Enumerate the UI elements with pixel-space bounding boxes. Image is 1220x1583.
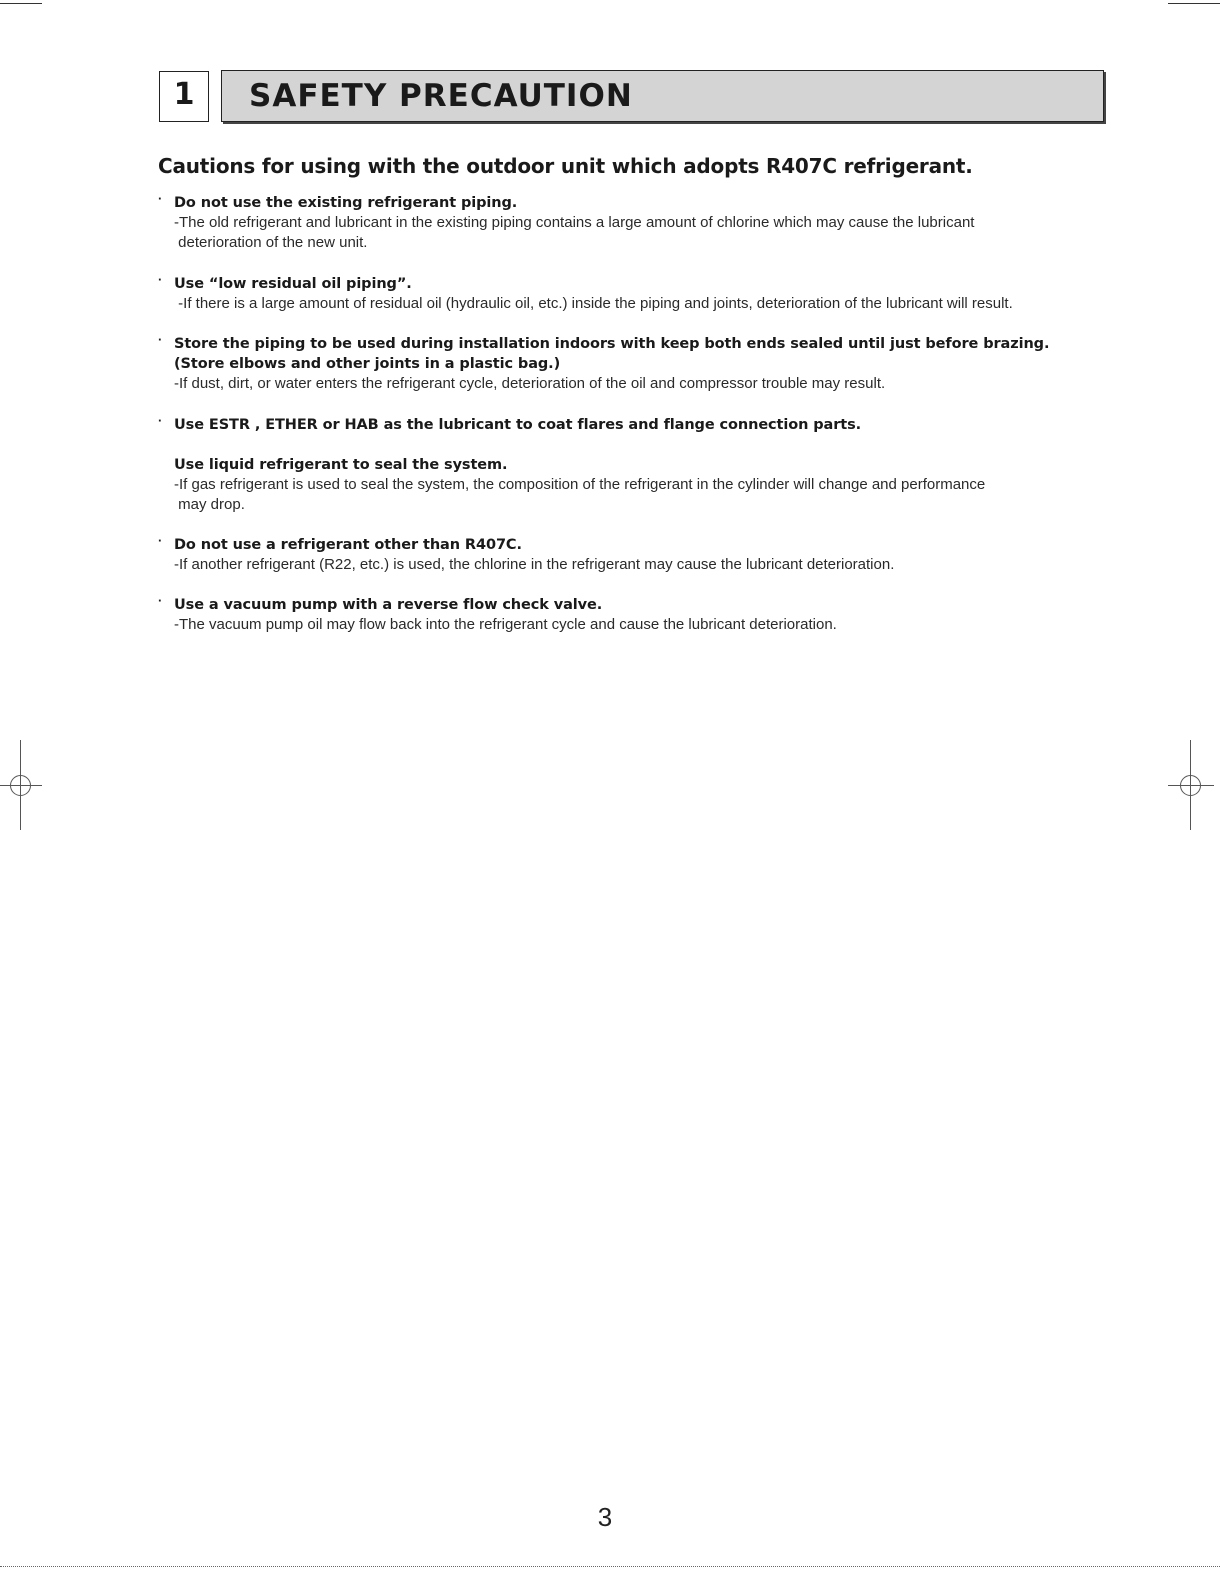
caution-heading: Use “low residual oil piping”. [174, 276, 412, 292]
caution-heading: Do not use the existing refrigerant piping. [174, 195, 518, 211]
caution-detail: may drop. [174, 496, 245, 513]
bullet-marker: · [158, 413, 163, 428]
caution-detail: -If there is a large amount of residual oil (hydraulic oil, etc.) inside the piping and joints, deterioration of the lubricant will result. [174, 295, 1013, 312]
caution-detail: -If another refrigerant (R22, etc.) is used, the chlorine in the refrigerant may cause the lubricant deterioration. [174, 556, 895, 573]
bullet-marker: · [158, 332, 163, 347]
section-title: SAFETY PRECAUTION [221, 70, 1104, 122]
caution-detail: -If gas refrigerant is used to seal the system, the composition of the refrigerant in the cylinder will change and performance [174, 476, 986, 493]
page-subtitle: Cautions for using with the outdoor unit which adopts R407C refrigerant. [158, 154, 973, 178]
page-bottom-dotted-line [0, 1566, 1220, 1567]
caution-detail: -The vacuum pump oil may flow back into the refrigerant cycle and cause the lubricant deterioration. [174, 616, 837, 633]
caution-heading: Store the piping to be used during installation indoors with keep both ends sealed until just before brazing. [174, 336, 1050, 352]
caution-detail: -If dust, dirt, or water enters the refrigerant cycle, deterioration of the oil and compressor trouble may result. [174, 375, 886, 392]
caution-heading: Use liquid refrigerant to seal the system. [174, 457, 508, 473]
crop-mark-top-left [0, 3, 42, 4]
bullet-marker: · [158, 533, 163, 548]
page-number: 3 [597, 1502, 613, 1532]
section-number: 1 [159, 71, 209, 122]
caution-heading: (Store elbows and other joints in a plastic bag.) [174, 356, 561, 372]
caution-heading: Use a vacuum pump with a reverse flow check valve. [174, 597, 603, 613]
caution-heading: Use ESTR , ETHER or HAB as the lubricant to coat flares and flange connection parts. [174, 417, 862, 433]
caution-detail: deterioration of the new unit. [174, 234, 368, 251]
caution-detail: -The old refrigerant and lubricant in the existing piping contains a large amount of chlorine which may cause the lubricant [174, 214, 975, 231]
bullet-marker: · [158, 272, 163, 287]
bullet-marker: · [158, 593, 163, 608]
bullet-marker: · [158, 191, 163, 206]
crop-mark-top-right [1168, 3, 1220, 4]
caution-heading: Do not use a refrigerant other than R407C. [174, 537, 522, 553]
